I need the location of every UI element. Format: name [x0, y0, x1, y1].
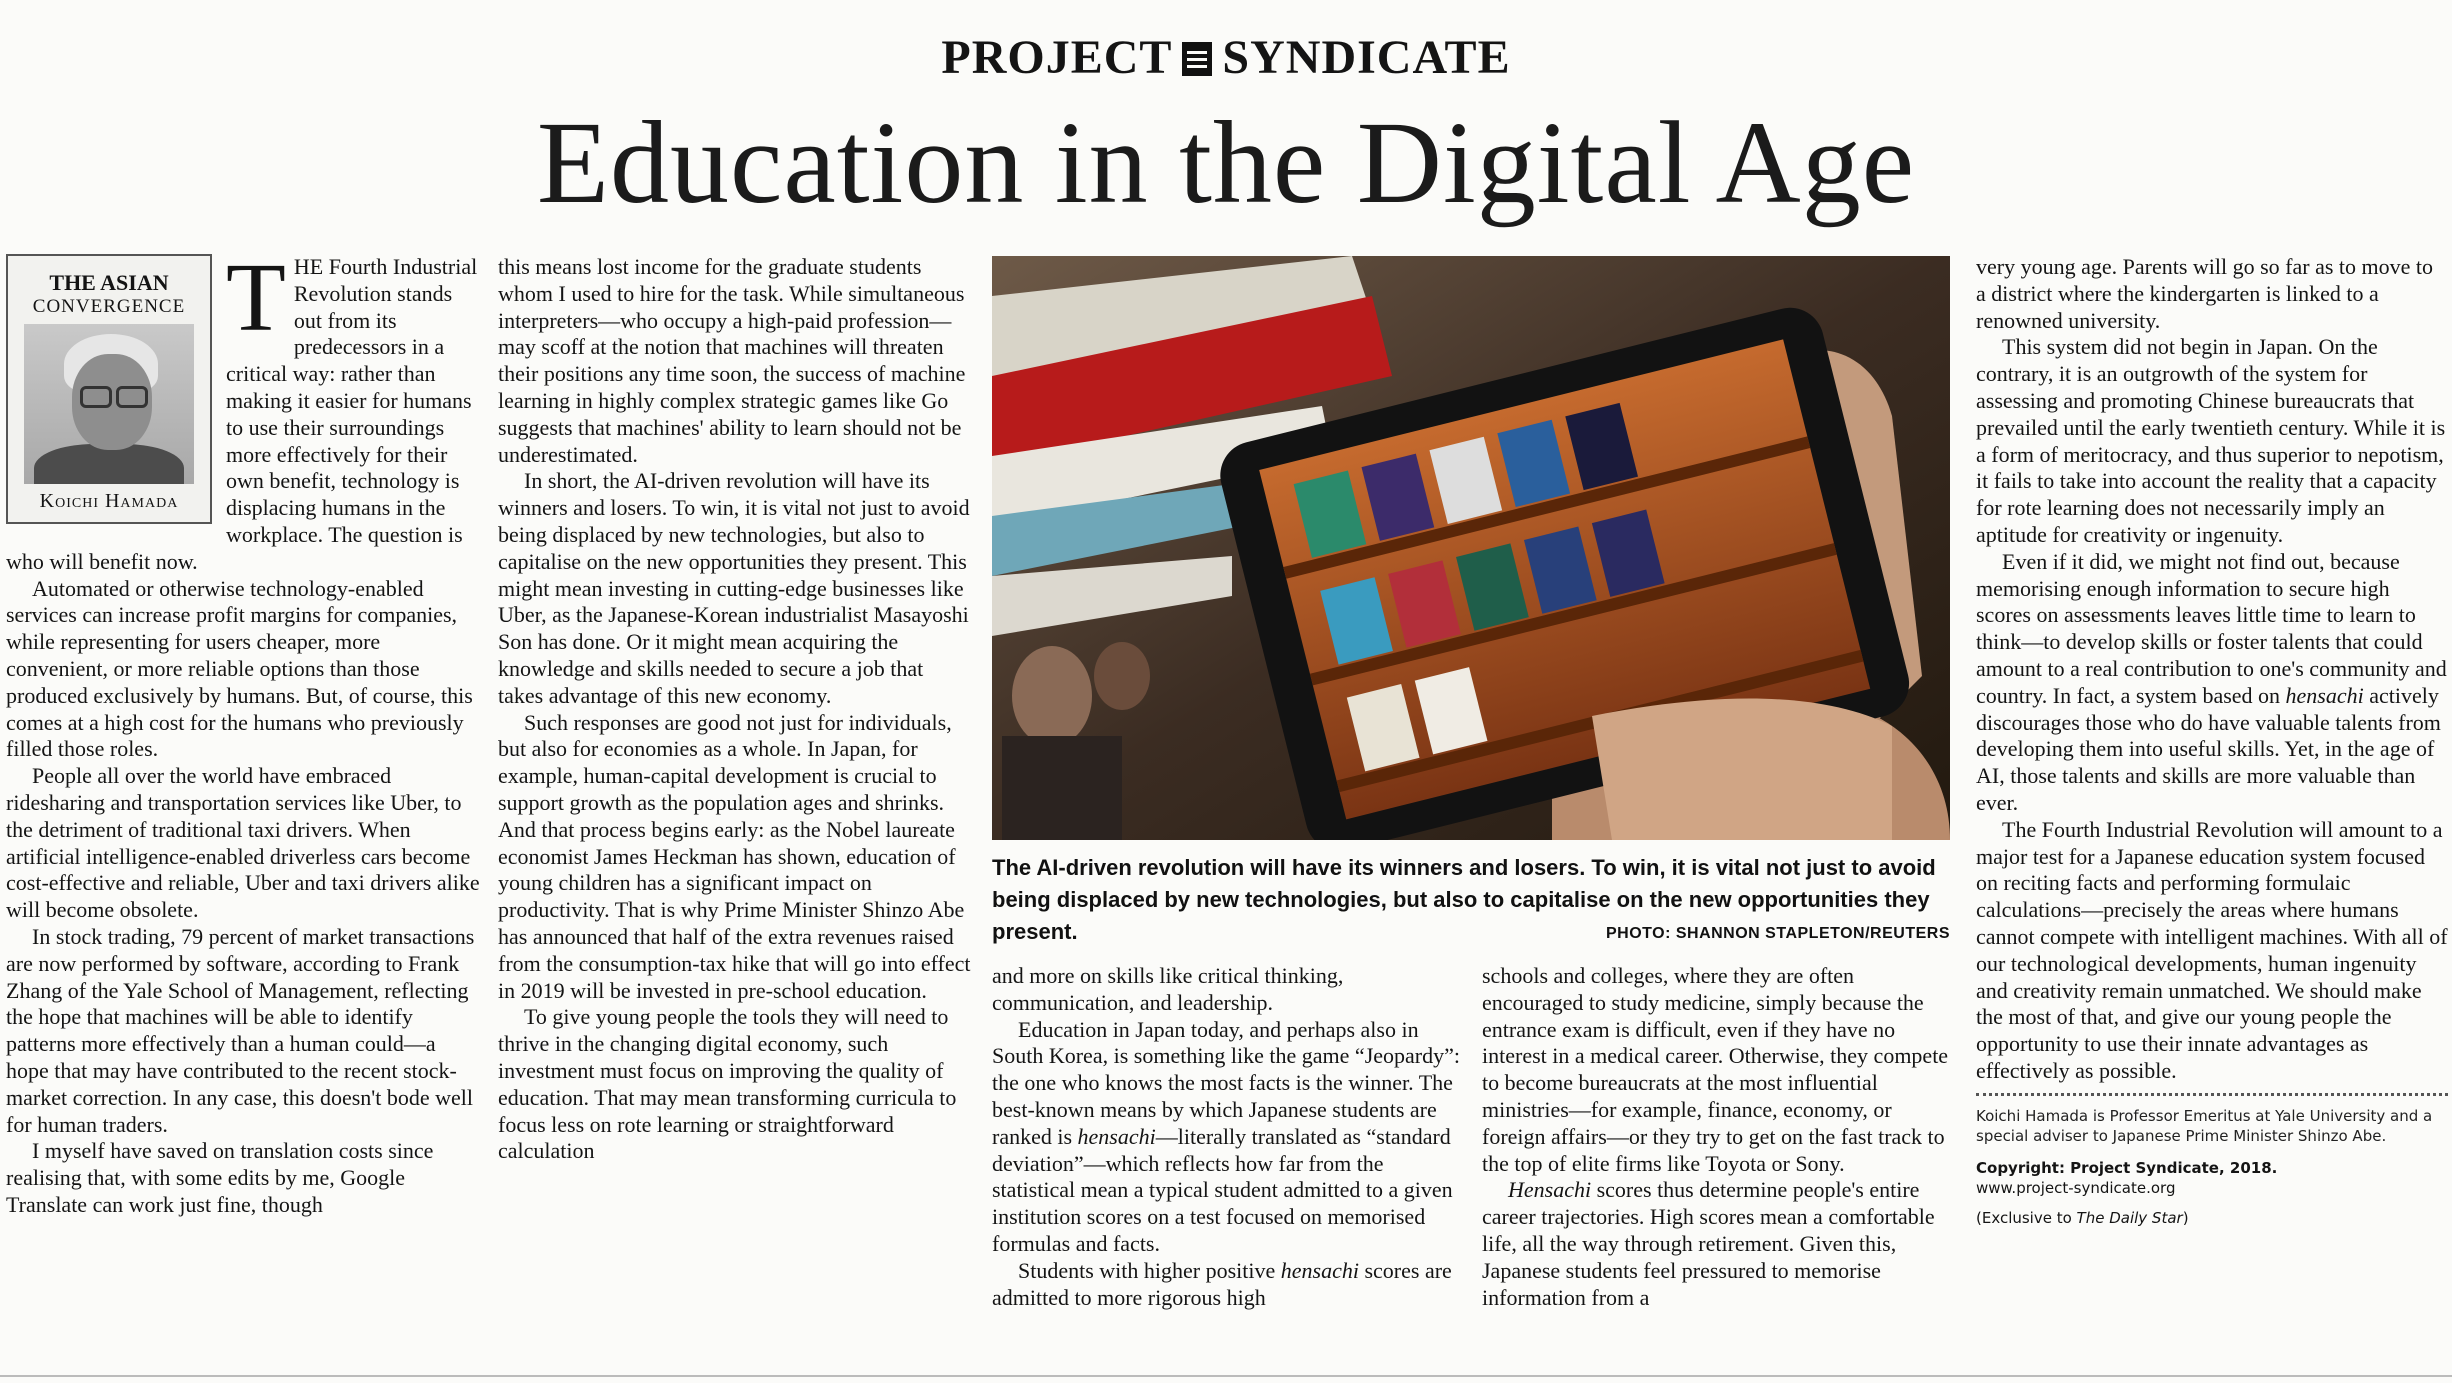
article-column-1 [6, 244, 482, 1219]
masthead [0, 30, 2452, 85]
paragraph: Education in Japan today, and perhaps also in South Korea, is something like the game “Jeopardy”: the one who knows the most facts is the winner. The best-known means by which Japanese students are ranked is hensachi—literally translated as “standard deviation”—which reflects how far from the statistical mean a typical student admitted to a given institution scores on a test focused on memorised formulas and facts. [992, 1016, 1460, 1256]
paragraph: Automated or otherwise technology-enabled services can increase profit margins for companies, while representing for users cheaper, more convenient, or more reliable options than those produced exclusively by humans. But, of course, this comes at a high cost for the humans who previously filled those roles. [6, 575, 473, 762]
article-photo [992, 256, 1950, 840]
article-column-4 [1482, 963, 1956, 1311]
lead-paragraph: THE Fourth Industrial Revolution stands out from its predecessors in a critical way: rather than making it easier for humans to use their surroundings more effectively for their own benefit, technology is displacing humans in the workplace. The question is who will benefit now. [6, 244, 478, 574]
paragraph: In stock trading, 79 percent of market transactions are now performed by software, according to Frank Zhang of the Yale School of Management, reflecting the hope that machines will be able to identify patterns more effectively than a human could—a hope that may have contributed to the recent stock-market correction. In any case, this doesn't bode well for human traders. [6, 923, 475, 1137]
paragraph: Students with higher positive hensachi scores are admitted to more rigorous high [992, 1257, 1452, 1310]
photo-caption: The AI-driven revolution will have its winners and losers. To win, it is vital not just to avoid being displaced by new technologies, but also to capitalise on the new opportunities they present. [992, 855, 1936, 944]
bottom-rule [0, 1375, 2452, 1377]
article-column-3 [992, 963, 1462, 1311]
paragraph: Even if it did, we might not find out, because memorising enough information to secure high scores on assessments leaves little time to learn to think—to develop skills or foster talents that could amount to a real contribution to one's community and country. In fact, a system based on hensachi actively discourages those who do have valuable talents from developing them into useful skills. Yet, in the age of AI, those talents and skills are more valuable than ever. [1976, 548, 2447, 815]
copyright: Copyright: Project Syndicate, 2018. www.project-syndicate.org [1976, 1158, 2278, 1197]
paragraph: Hensachi scores thus determine people's entire career trajectories. High scores mean a comfortable life, all the way through retirement. Given this, Japanese students feel pressured to memorise information from a [1482, 1177, 1935, 1310]
divider [1976, 1093, 2448, 1096]
paragraph: very young age. Parents will go so far as to move to a district where the kindergarten is linked to a renowned university. [1976, 254, 2434, 333]
paragraph: To give young people the tools they will need to thrive in the changing digital economy, such investment must focus on improving the quality of education. That may mean transforming curricula to focus less on rote learning or straightforward calculation [498, 1004, 957, 1164]
paragraph: This system did not begin in Japan. On the contrary, it is an outgrowth of the system for assessing and promoting Chinese bureaucrats that prevailed until the early twentieth century. While it is a form of meritocracy, and thus superior to nepotism, it fails to take into account the reality that a capacity for rote learning does not necessarily imply an aptitude for creativity or ingenuity. [1976, 334, 2446, 547]
author-name: Koichi Hamada [39, 490, 179, 512]
series-subtitle: CONVERGENCE [32, 296, 186, 317]
website-link[interactable]: www.project-syndicate.org [1976, 1178, 2176, 1197]
paragraph: In short, the AI-driven revolution will have its winners and losers. To win, it is vital not just to avoid being displaced by new technologies, but also to capitalise on the new opportunities they present. This might mean investing in cutting-edge businesses like Uber, as the Japanese-Korean industrialist Masayoshi Son has done. Or it might mean acquiring the knowledge and skills needed to secure a job that takes advantage of this new economy. [498, 468, 970, 708]
author-box [6, 254, 212, 524]
paragraph: Such responses are good not just for individuals, but also for economies as a whole. In Japan, for example, human-capital development is crucial to support growth as the population ages and shrinks. And that process begins early: as the Nobel laureate economist James Heckman has shown, education of young children has a significant impact on productivity. That is why Prime Minister Shinzo Abe has announced that half of the extra revenues raised from the consumption-tax hike that will go into effect in 2019 will be invested in pre-school education. [498, 709, 971, 1003]
masthead-left: PROJECT [941, 31, 1173, 84]
dropcap: T [226, 244, 286, 352]
photo-credit: PHOTO: SHANNON STAPLETON/REUTERS [1605, 925, 1950, 942]
tablet-bookshelf-image [992, 256, 1950, 840]
paragraph: People all over the world have embraced ridesharing and transportation services like Uber, to the detriment of traditional taxi drivers. When artificial intelligence-enabled driverless cars become cost-effective and reliable, Uber and taxi drivers alike will become obsolete. [6, 763, 480, 923]
paragraph: I myself have saved on translation costs since realising that, with some edits by me, Google Translate can work just fine, though [6, 1138, 434, 1217]
article-column-2 [498, 254, 972, 1165]
newspaper-icon [1182, 42, 1212, 76]
exclusive-note: (Exclusive to The Daily Star) [1976, 1208, 2189, 1227]
page-title: Education in the Digital Age [536, 97, 1916, 228]
author-photo [24, 324, 194, 484]
paragraph: schools and colleges, where they are often encouraged to study medicine, simply because the entrance exam is difficult, even if they have no interest in a medical career. Otherwise, they compete to become bureaucrats at the most influential ministries—for example, finance, economy, or foreign affairs—or they try to get on the fast track to the top of elite firms like Toyota or Sony. [1482, 963, 1949, 1176]
paragraph: and more on skills like critical thinking, communication, and leadership. [992, 963, 1344, 1015]
series-title: THE ASIAN [49, 270, 169, 295]
article-column-5 [1976, 254, 2448, 1228]
masthead-right: SYNDICATE [1222, 31, 1511, 84]
paragraph: The Fourth Industrial Revolution will amount to a major test for a Japanese education system focused on reciting facts and performing formulaic calculations—precisely the areas where humans cannot compete with intelligent machines. With all of our technological developments, human ingenuity and creativity remain unmatched. We should make the most of that, and give our young people the opportunity to use their innate advantages as effectively as possible. [1976, 816, 2448, 1083]
paragraph: this means lost income for the graduate students whom I used to hire for the task. While simultaneous interpreters—who occupy a high-paid profession—may scoff at the notion that machines will threaten their positions any time soon, the success of machine learning in highly complex strategic games like Go suggests that machines' ability to learn should not be underestimated. [498, 254, 966, 467]
author-bio: Koichi Hamada is Professor Emeritus at Yale University and a special adviser to Japanese Prime Minister Shinzo Abe. [1976, 1106, 2433, 1145]
